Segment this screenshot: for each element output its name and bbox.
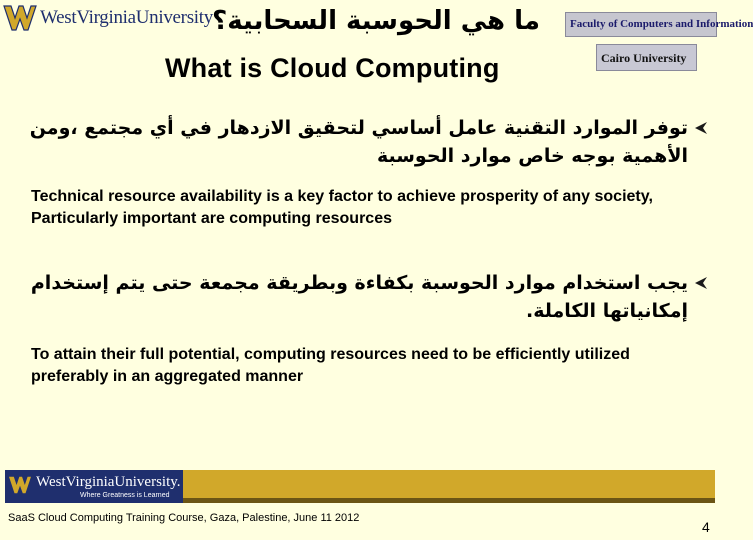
cairo-logo-text: Cairo University (601, 51, 687, 65)
bullet-arabic-1-line2: الأهمية بوجه خاص موارد الحوسبة (376, 145, 688, 167)
arrow-bullet-icon (694, 114, 708, 142)
slide-title-arabic: ما هي الحوسبة السحابية؟ (212, 6, 540, 36)
faculty-logo-text: Faculty of Computers and Information (570, 18, 753, 30)
wvu-logo-text: WestVirginiaUniversity (40, 7, 213, 28)
footer-course-text: SaaS Cloud Computing Training Course, Gaza, Palestine, June 11 2012 (8, 512, 360, 524)
footer-logo-tagline: Where Greatness is Learned (80, 492, 170, 499)
bullet-arabic-2-line2: إمكانياتها الكاملة. (525, 300, 688, 322)
wvu-logo (0, 0, 213, 36)
wvu-flying-wv-icon (3, 2, 37, 34)
footer-gold-shadow (183, 498, 715, 503)
wvu-flying-wv-icon (8, 474, 32, 496)
page-number: 4 (702, 519, 710, 535)
bullet-arabic-1 (18, 114, 708, 170)
footer-logo-text: WestVirginiaUniversity. (36, 474, 181, 490)
footer-wvu-logo (0, 470, 181, 503)
bullet-arabic-2 (8, 269, 708, 325)
bullet-arabic-2-line1: يجب استخدام موارد الحوسبة بكفاءة وبطريقة مجمعة حتى يتم إستخدام (8, 269, 708, 297)
bullet-arabic-1-line1: توفر الموارد التقنية عامل أساسي لتحقيق الازدهار في أي مجتمع ،ومن (18, 114, 708, 142)
bullet-english-2: To attain their full potential, computing resources need to be efficiently utilized preferably in an aggregated manner (31, 346, 630, 385)
arrow-bullet-icon (694, 269, 708, 297)
faculty-logo (565, 12, 753, 37)
slide-title-english: What is Cloud Computing (165, 53, 500, 83)
cairo-university-logo (596, 44, 697, 71)
bullet-english-1: Technical resource availability is a key factor to achieve prosperity of any society, Particularly important are computing resources (31, 188, 653, 227)
